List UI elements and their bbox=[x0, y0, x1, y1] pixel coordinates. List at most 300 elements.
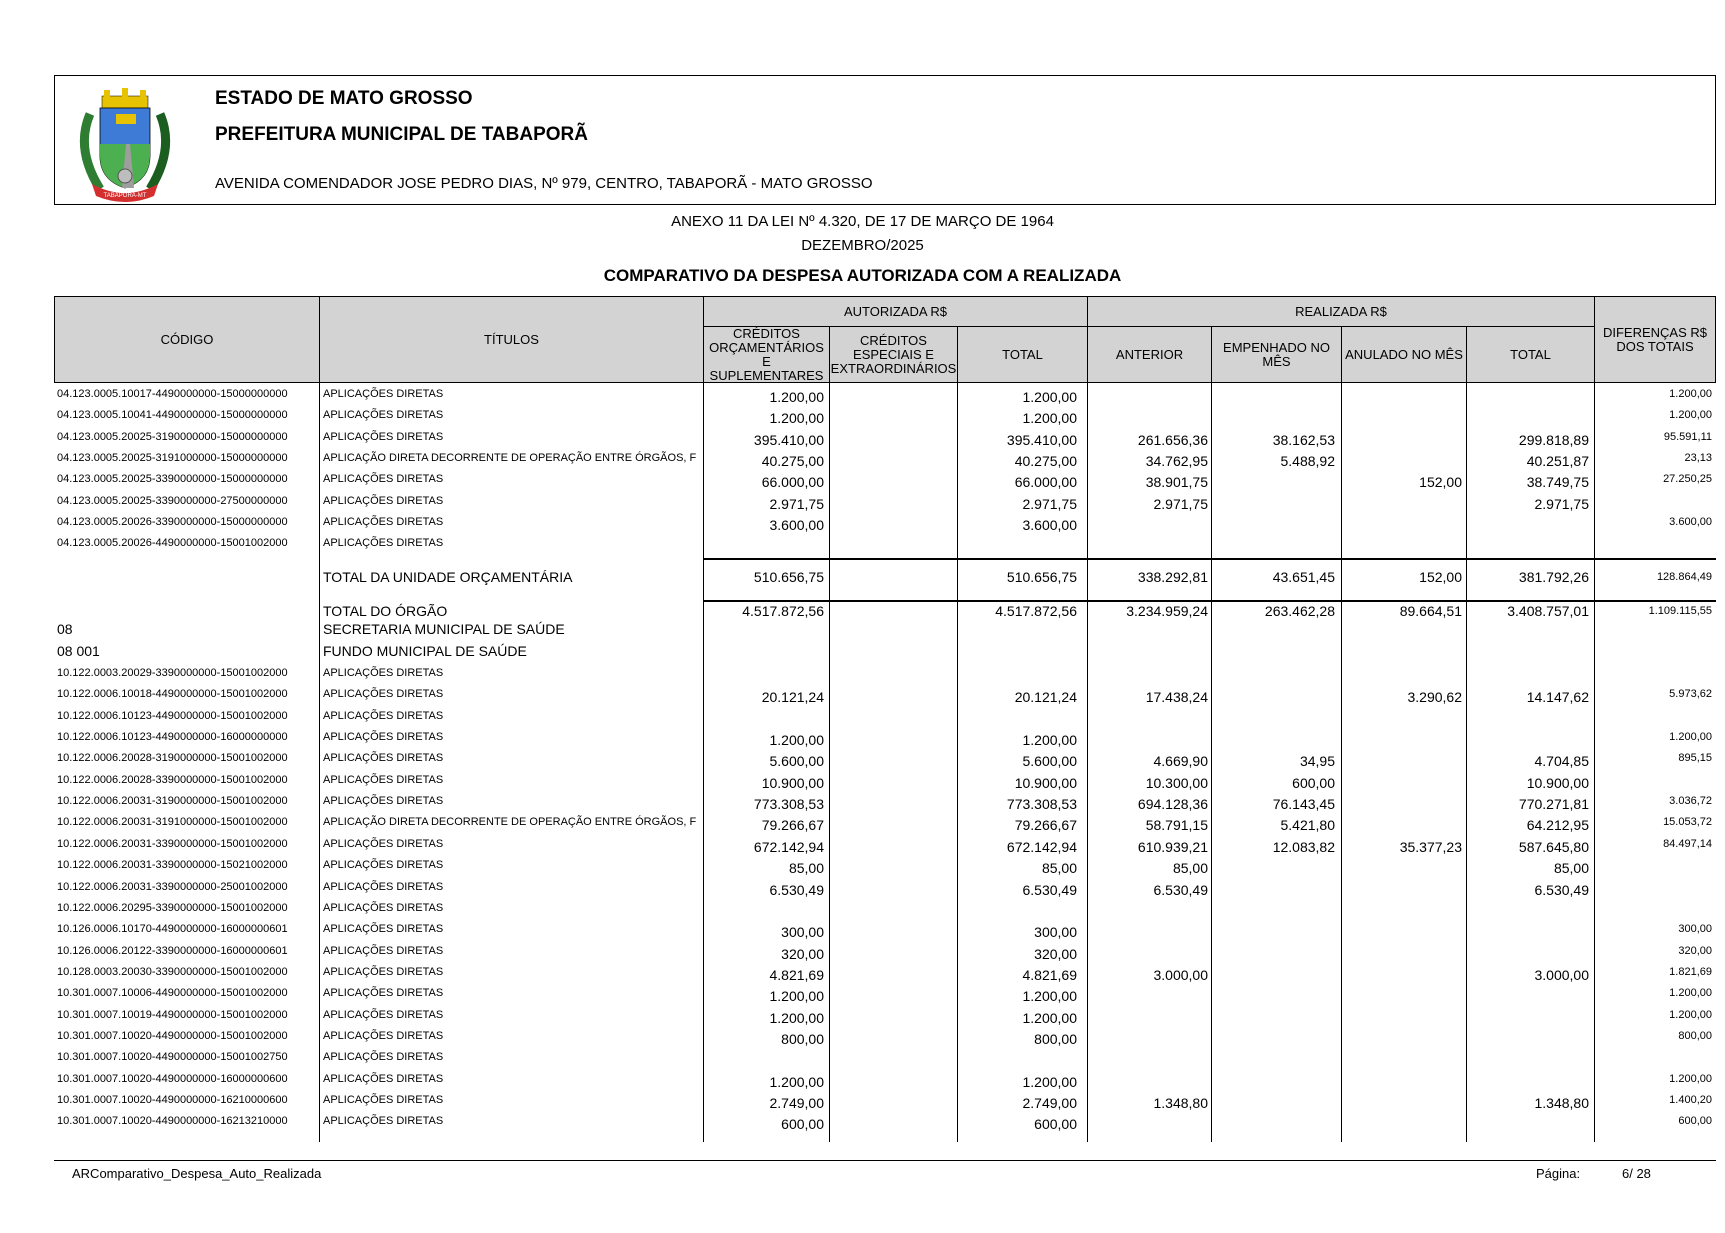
column-divider bbox=[957, 382, 958, 1142]
row-title: APLICAÇÕES DIRETAS bbox=[323, 965, 444, 978]
cell-dif: 1.200,00 bbox=[1669, 388, 1712, 400]
row-code: 04.123.0005.20026-4490000000-15001002000 bbox=[57, 537, 288, 550]
cell-tot: 40.275,00 bbox=[1014, 452, 1077, 469]
row-code: 04.123.0005.20025-3390000000-27500000000 bbox=[57, 494, 288, 507]
cell-ant bbox=[1089, 666, 1208, 686]
cell-tr: 587.645,80 bbox=[1518, 838, 1589, 855]
cell-emp bbox=[1213, 944, 1335, 964]
cell-tot: 85,00 bbox=[1041, 860, 1077, 877]
cell-anu bbox=[1343, 1050, 1462, 1070]
cell-dif: 1.200,00 bbox=[1669, 409, 1712, 422]
cell-emp bbox=[1213, 536, 1335, 556]
total-unit-ant: 338.292,81 bbox=[1137, 569, 1208, 585]
row-title: APLICAÇÕES DIRETAS bbox=[323, 795, 444, 808]
unit-title: FUNDO MUNICIPAL DE SAÚDE bbox=[323, 643, 527, 659]
total-organ-dif: 1.109.115,55 bbox=[1648, 605, 1712, 617]
row-code: 10.126.0006.10170-4490000000-16000000601 bbox=[57, 923, 288, 936]
cell-tr: 6.530,49 bbox=[1534, 881, 1589, 898]
cell-ant bbox=[1089, 922, 1208, 942]
cell-dif: 3.600,00 bbox=[1669, 515, 1712, 528]
row-code: 04.123.0005.20025-3390000000-15000000000 bbox=[57, 473, 288, 486]
col-anulado: ANULADO NO MÊS bbox=[1341, 326, 1467, 383]
column-divider bbox=[1341, 382, 1342, 1142]
cell-tot: 4.821,69 bbox=[1022, 966, 1077, 983]
row-title: APLICAÇÕES DIRETAS bbox=[323, 388, 444, 400]
cell-dif: 5.973,62 bbox=[1669, 688, 1712, 701]
cell-anu bbox=[1343, 1072, 1462, 1092]
cell-orc: 10.900,00 bbox=[761, 774, 824, 791]
cell-anu bbox=[1343, 901, 1462, 921]
cell-anu: 3.290,62 bbox=[1407, 689, 1462, 706]
cell-tr: 770.271,81 bbox=[1518, 796, 1589, 813]
cell-dif: 95.591,11 bbox=[1663, 430, 1712, 443]
row-title: APLICAÇÕES DIRETAS bbox=[323, 494, 444, 507]
cell-emp bbox=[1213, 387, 1335, 407]
cell-ant bbox=[1089, 901, 1208, 921]
cell-tot: 1.200,00 bbox=[1022, 410, 1077, 427]
row-title: APLICAÇÕES DIRETAS bbox=[323, 987, 444, 1000]
org-title: SECRETARIA MUNICIPAL DE SAÚDE bbox=[323, 621, 565, 637]
cell-tot: 6.530,49 bbox=[1022, 881, 1077, 898]
row-title: APLICAÇÕES DIRETAS bbox=[323, 1051, 444, 1064]
cell-orc bbox=[705, 666, 824, 686]
row-title: APLICAÇÕES DIRETAS bbox=[323, 709, 444, 722]
cell-emp bbox=[1213, 472, 1335, 492]
cell-emp bbox=[1213, 965, 1335, 985]
cell-orc: 66.000,00 bbox=[761, 474, 824, 491]
row-code: 10.126.0006.20122-3390000000-16000000601 bbox=[57, 944, 288, 957]
cell-emp: 38.162,53 bbox=[1272, 431, 1335, 448]
total-organ-emp: 263.462,28 bbox=[1264, 603, 1335, 619]
cell-tr bbox=[1468, 709, 1589, 729]
row-code: 10.301.0007.10019-4490000000-15001002000 bbox=[57, 1008, 288, 1021]
cell-anu bbox=[1343, 1114, 1462, 1134]
cell-dif: 1.821,69 bbox=[1669, 965, 1712, 978]
col-total-autorizada: TOTAL bbox=[957, 326, 1088, 383]
cell-ant: 261.656,36 bbox=[1137, 431, 1208, 448]
cell-tot: 773.308,53 bbox=[1006, 796, 1077, 813]
cell-tot: 1.200,00 bbox=[1022, 1009, 1077, 1026]
cell-orc: 773.308,53 bbox=[753, 796, 824, 813]
cell-anu bbox=[1343, 666, 1462, 686]
cell-dif: 84.497,14 bbox=[1663, 837, 1712, 850]
row-code: 04.123.0005.10041-4490000000-15000000000 bbox=[57, 409, 288, 422]
cell-ant bbox=[1089, 986, 1208, 1006]
cell-ant bbox=[1089, 515, 1208, 535]
cell-dif bbox=[1596, 898, 1712, 918]
row-code: 10.122.0006.20028-3190000000-15001002000 bbox=[57, 752, 288, 765]
cell-ant bbox=[1089, 730, 1208, 750]
period: DEZEMBRO/2025 bbox=[801, 237, 924, 254]
cell-orc bbox=[705, 536, 824, 556]
cell-tot: 800,00 bbox=[1034, 1030, 1077, 1047]
row-code: 10.122.0006.10123-4490000000-15001002000 bbox=[57, 709, 288, 722]
row-code: 10.122.0006.20031-3390000000-15021002000 bbox=[57, 859, 288, 872]
cell-ant: 3.000,00 bbox=[1153, 966, 1208, 983]
cell-orc: 300,00 bbox=[781, 924, 824, 941]
cell-anu bbox=[1343, 387, 1462, 407]
cell-orc: 1.200,00 bbox=[769, 1073, 824, 1090]
row-code: 10.301.0007.10020-4490000000-16210000600 bbox=[57, 1094, 288, 1106]
column-divider bbox=[1211, 382, 1212, 1142]
row-title: APLICAÇÕES DIRETAS bbox=[323, 409, 444, 422]
cell-emp bbox=[1213, 986, 1335, 1006]
cell-emp: 12.083,82 bbox=[1272, 838, 1335, 855]
row-title: APLICAÇÕES DIRETAS bbox=[323, 923, 444, 936]
cell-anu bbox=[1343, 1093, 1462, 1113]
footer-rule bbox=[54, 1160, 1716, 1161]
row-code: 10.301.0007.10020-4490000000-16213210000 bbox=[57, 1115, 288, 1128]
cell-tr: 2.971,75 bbox=[1534, 495, 1589, 512]
column-divider bbox=[829, 382, 830, 1142]
row-title: APLICAÇÕES DIRETAS bbox=[323, 731, 444, 744]
cell-tr bbox=[1468, 1114, 1589, 1134]
row-title: APLICAÇÕES DIRETAS bbox=[323, 880, 444, 893]
cell-dif: 1.200,00 bbox=[1669, 987, 1712, 1000]
cell-anu bbox=[1343, 494, 1462, 514]
column-divider bbox=[1594, 382, 1595, 1142]
cell-dif bbox=[1596, 706, 1712, 726]
cell-tot: 1.200,00 bbox=[1022, 988, 1077, 1005]
row-code: 04.123.0005.20025-3190000000-15000000000 bbox=[57, 430, 288, 443]
cell-orc: 20.121,24 bbox=[761, 689, 824, 706]
row-code: 10.301.0007.10020-4490000000-15001002750 bbox=[57, 1051, 288, 1064]
cell-orc: 6.530,49 bbox=[769, 881, 824, 898]
cell-dif: 600,00 bbox=[1678, 1115, 1712, 1128]
cell-tr: 85,00 bbox=[1553, 860, 1589, 877]
cell-ant: 6.530,49 bbox=[1153, 881, 1208, 898]
column-divider bbox=[1087, 382, 1088, 1142]
col-creditos-orcamentarios: CRÉDITOS ORÇAMENTÁRIOS E SUPLEMENTARES bbox=[703, 326, 830, 383]
row-title: APLICAÇÕES DIRETAS bbox=[323, 837, 444, 850]
cell-anu bbox=[1343, 1008, 1462, 1028]
cell-emp: 5.488,92 bbox=[1280, 452, 1335, 469]
cell-tr bbox=[1468, 944, 1589, 964]
cell-dif: 15.053,72 bbox=[1663, 816, 1712, 829]
cell-orc: 800,00 bbox=[781, 1030, 824, 1047]
cell-emp bbox=[1213, 1029, 1335, 1049]
cell-orc: 2.749,00 bbox=[769, 1095, 824, 1111]
cell-emp bbox=[1213, 494, 1335, 514]
cell-orc: 1.200,00 bbox=[769, 732, 824, 749]
row-code: 10.122.0006.20028-3390000000-15001002000 bbox=[57, 773, 288, 786]
cell-emp: 76.143,45 bbox=[1272, 796, 1335, 813]
cell-tot bbox=[959, 709, 1077, 729]
total-rule bbox=[703, 558, 1716, 560]
cell-dif: 1.200,00 bbox=[1669, 1008, 1712, 1021]
col-realizada: REALIZADA R$ bbox=[1087, 296, 1595, 327]
total-organ-orc: 4.517.872,56 bbox=[742, 603, 824, 619]
cell-dif bbox=[1596, 663, 1712, 683]
cell-emp bbox=[1213, 1114, 1335, 1134]
cell-tot bbox=[959, 666, 1077, 686]
cell-tot: 672.142,94 bbox=[1006, 838, 1077, 855]
cell-tr: 4.704,85 bbox=[1534, 753, 1589, 770]
cell-emp: 600,00 bbox=[1292, 774, 1335, 791]
cell-orc: 2.971,75 bbox=[769, 495, 824, 512]
report-title: COMPARATIVO DA DESPESA AUTORIZADA COM A REALIZADA bbox=[603, 266, 1122, 285]
total-unit-tr: 381.792,26 bbox=[1518, 569, 1589, 585]
cell-ant: 694.128,36 bbox=[1137, 796, 1208, 813]
row-title: APLICAÇÃO DIRETA DECORRENTE DE OPERAÇÃO ENTRE ÓRGÃOS, F bbox=[323, 816, 697, 829]
cell-dif: 1.400,20 bbox=[1669, 1094, 1712, 1106]
cell-tot bbox=[959, 536, 1077, 556]
col-autorizada: AUTORIZADA R$ bbox=[703, 296, 1088, 327]
cell-dif bbox=[1596, 877, 1712, 897]
cell-emp bbox=[1213, 1072, 1335, 1092]
cell-ant bbox=[1089, 1050, 1208, 1070]
cell-tr: 299.818,89 bbox=[1518, 431, 1589, 448]
cell-dif: 895,15 bbox=[1678, 752, 1712, 765]
cell-ant bbox=[1089, 944, 1208, 964]
row-code: 10.122.0006.10123-4490000000-16000000000 bbox=[57, 731, 288, 744]
total-unit-dif: 128.864,49 bbox=[1656, 571, 1712, 583]
cell-emp bbox=[1213, 515, 1335, 535]
row-title: APLICAÇÕES DIRETAS bbox=[323, 667, 444, 679]
cell-emp bbox=[1213, 408, 1335, 428]
col-diferencas: DIFERENÇAS R$ DOS TOTAIS bbox=[1594, 296, 1716, 383]
cell-dif bbox=[1596, 533, 1712, 553]
row-code: 04.123.0005.20025-3191000000-15000000000 bbox=[57, 451, 288, 464]
row-code: 10.122.0006.20031-3190000000-15001002000 bbox=[57, 795, 288, 808]
row-title: APLICAÇÕES DIRETAS bbox=[323, 430, 444, 443]
cell-ant: 2.971,75 bbox=[1153, 495, 1208, 512]
total-unit-anu: 152,00 bbox=[1419, 569, 1462, 585]
cell-ant: 17.438,24 bbox=[1145, 689, 1208, 706]
cell-anu bbox=[1343, 709, 1462, 729]
total-organ-anu: 89.664,51 bbox=[1399, 603, 1462, 619]
col-empenhado: EMPENHADO NO MÊS bbox=[1211, 326, 1342, 383]
cell-tr: 1.348,80 bbox=[1534, 1095, 1589, 1111]
cell-anu bbox=[1343, 794, 1462, 814]
row-title: APLICAÇÕES DIRETAS bbox=[323, 515, 444, 528]
column-divider bbox=[1466, 382, 1467, 1142]
cell-emp bbox=[1213, 1050, 1335, 1070]
cell-orc: 5.600,00 bbox=[769, 753, 824, 770]
row-title: APLICAÇÕES DIRETAS bbox=[323, 1115, 444, 1128]
row-title: APLICAÇÕES DIRETAS bbox=[323, 473, 444, 486]
cell-ant: 10.300,00 bbox=[1145, 774, 1208, 791]
cell-ant bbox=[1089, 709, 1208, 729]
total-unit-tot: 510.656,75 bbox=[1006, 569, 1077, 585]
cell-ant bbox=[1089, 1072, 1208, 1092]
col-creditos-especiais: CRÉDITOS ESPECIAIS E EXTRAORDINÁRIOS bbox=[829, 326, 958, 383]
cell-tot: 10.900,00 bbox=[1014, 774, 1077, 791]
cell-tr: 38.749,75 bbox=[1526, 474, 1589, 491]
row-title: APLICAÇÃO DIRETA DECORRENTE DE OPERAÇÃO ENTRE ÓRGÃOS, F bbox=[323, 451, 697, 464]
cell-anu bbox=[1343, 944, 1462, 964]
cell-tr bbox=[1468, 515, 1589, 535]
cell-orc bbox=[705, 901, 824, 921]
cell-tot: 20.121,24 bbox=[1014, 689, 1077, 706]
cell-orc: 1.200,00 bbox=[769, 1009, 824, 1026]
cell-emp bbox=[1213, 880, 1335, 900]
cell-dif: 27.250,25 bbox=[1663, 473, 1712, 486]
cell-tr: 64.212,95 bbox=[1526, 817, 1589, 834]
cell-ant bbox=[1089, 536, 1208, 556]
cell-ant: 38.901,75 bbox=[1145, 474, 1208, 491]
cell-dif bbox=[1596, 770, 1712, 790]
total-organ-label: TOTAL DO ÓRGÃO bbox=[323, 603, 448, 619]
cell-tr bbox=[1468, 730, 1589, 750]
total-organ-ant: 3.234.959,24 bbox=[1126, 603, 1208, 619]
cell-dif: 300,00 bbox=[1678, 923, 1712, 936]
cell-tot: 1.200,00 bbox=[1022, 1073, 1077, 1090]
cell-tot: 320,00 bbox=[1034, 945, 1077, 962]
footer-report-name: ARComparativo_Despesa_Auto_Realizada bbox=[72, 1166, 322, 1181]
total-organ-tr: 3.408.757,01 bbox=[1507, 603, 1589, 619]
annex-title: ANEXO 11 DA LEI Nº 4.320, DE 17 DE MARÇO DE 1964 bbox=[671, 213, 1054, 230]
unit-code: 08 001 bbox=[57, 643, 100, 659]
cell-orc: 395.410,00 bbox=[753, 431, 824, 448]
cell-ant bbox=[1089, 387, 1208, 407]
cell-tot bbox=[959, 1050, 1077, 1070]
cell-emp bbox=[1213, 730, 1335, 750]
col-total-realizada: TOTAL bbox=[1466, 326, 1595, 383]
cell-anu bbox=[1343, 751, 1462, 771]
cell-anu bbox=[1343, 922, 1462, 942]
column-divider bbox=[319, 382, 320, 1142]
cell-tot: 2.749,00 bbox=[1022, 1095, 1077, 1111]
cell-ant: 58.791,15 bbox=[1145, 817, 1208, 834]
column-divider bbox=[703, 382, 704, 1142]
cell-dif bbox=[1596, 491, 1712, 511]
cell-tr bbox=[1468, 1050, 1589, 1070]
cell-tr: 10.900,00 bbox=[1526, 774, 1589, 791]
cell-ant: 4.669,90 bbox=[1153, 753, 1208, 770]
cell-ant: 85,00 bbox=[1172, 860, 1208, 877]
cell-orc: 600,00 bbox=[781, 1116, 824, 1133]
cell-anu bbox=[1343, 858, 1462, 878]
total-unit-emp: 43.651,45 bbox=[1272, 569, 1335, 585]
cell-tr bbox=[1468, 922, 1589, 942]
total-organ-tot: 4.517.872,56 bbox=[995, 603, 1077, 619]
col-titulos: TÍTULOS bbox=[319, 296, 704, 383]
cell-orc: 4.821,69 bbox=[769, 966, 824, 983]
total-unit-label: TOTAL DA UNIDADE ORÇAMENTÁRIA bbox=[323, 569, 573, 585]
cell-emp: 5.421,80 bbox=[1280, 817, 1335, 834]
cell-orc bbox=[705, 709, 824, 729]
cell-emp: 34,95 bbox=[1299, 753, 1335, 770]
row-title: APLICAÇÕES DIRETAS bbox=[323, 688, 444, 701]
cell-orc: 85,00 bbox=[788, 860, 824, 877]
row-code: 04.123.0005.20026-3390000000-15000000000 bbox=[57, 515, 288, 528]
row-code: 10.122.0006.20031-3390000000-25001002000 bbox=[57, 880, 288, 893]
prefecture-name: PREFEITURA MUNICIPAL DE TABAPORÃ bbox=[215, 124, 588, 145]
cell-emp bbox=[1213, 1008, 1335, 1028]
row-code: 10.122.0006.20031-3390000000-15001002000 bbox=[57, 837, 288, 850]
row-code: 10.122.0003.20029-3390000000-15001002000 bbox=[57, 667, 288, 679]
cell-orc: 1.200,00 bbox=[769, 988, 824, 1005]
total-unit-orc: 510.656,75 bbox=[753, 569, 824, 585]
cell-emp bbox=[1213, 922, 1335, 942]
cell-dif: 1.200,00 bbox=[1669, 1072, 1712, 1085]
cell-dif: 3.036,72 bbox=[1669, 795, 1712, 808]
cell-dif: 320,00 bbox=[1678, 944, 1712, 957]
cell-tr: 3.000,00 bbox=[1534, 966, 1589, 983]
cell-dif: 1.200,00 bbox=[1669, 731, 1712, 744]
municipal-coat-of-arms-icon bbox=[70, 84, 180, 204]
cell-tr bbox=[1468, 1008, 1589, 1028]
cell-anu bbox=[1343, 408, 1462, 428]
address: AVENIDA COMENDADOR JOSE PEDRO DIAS, Nº 979, CENTRO, TABAPORÃ - MATO GROSSO bbox=[215, 175, 873, 192]
cell-anu bbox=[1343, 965, 1462, 985]
cell-anu: 152,00 bbox=[1419, 474, 1462, 491]
row-title: APLICAÇÕES DIRETAS bbox=[323, 901, 444, 914]
cell-tr bbox=[1468, 986, 1589, 1006]
cell-tot: 1.200,00 bbox=[1022, 732, 1077, 749]
cell-ant: 610.939,21 bbox=[1137, 838, 1208, 855]
cell-tot: 5.600,00 bbox=[1022, 753, 1077, 770]
footer-page-label: Página: bbox=[1536, 1166, 1581, 1181]
svg-text:TABAPORÃ-MT: TABAPORÃ-MT bbox=[103, 193, 147, 199]
row-title: APLICAÇÕES DIRETAS bbox=[323, 1008, 444, 1021]
cell-tr: 40.251,87 bbox=[1526, 452, 1589, 469]
cell-tr bbox=[1468, 901, 1589, 921]
cell-ant bbox=[1089, 1008, 1208, 1028]
col-anterior: ANTERIOR bbox=[1087, 326, 1212, 383]
cell-dif bbox=[1596, 1047, 1712, 1067]
cell-anu bbox=[1343, 730, 1462, 750]
cell-anu bbox=[1343, 430, 1462, 450]
cell-tot: 79.266,67 bbox=[1014, 817, 1077, 834]
cell-orc: 3.600,00 bbox=[769, 516, 824, 533]
cell-tr: 14.147,62 bbox=[1526, 689, 1589, 706]
footer-page-number: 6/ 28 bbox=[1622, 1166, 1651, 1181]
cell-tr bbox=[1468, 387, 1589, 407]
row-code: 10.301.0007.10020-4490000000-16000000600 bbox=[57, 1072, 288, 1085]
cell-tot bbox=[959, 901, 1077, 921]
cell-orc: 40.275,00 bbox=[761, 452, 824, 469]
row-title: APLICAÇÕES DIRETAS bbox=[323, 1029, 444, 1042]
row-title: APLICAÇÕES DIRETAS bbox=[323, 773, 444, 786]
row-code: 04.123.0005.10017-4490000000-15000000000 bbox=[57, 388, 288, 400]
cell-tot: 66.000,00 bbox=[1014, 474, 1077, 491]
row-title: APLICAÇÕES DIRETAS bbox=[323, 1072, 444, 1085]
cell-dif: 23,13 bbox=[1684, 451, 1712, 464]
cell-anu bbox=[1343, 515, 1462, 535]
state-name: ESTADO DE MATO GROSSO bbox=[215, 88, 473, 109]
cell-anu bbox=[1343, 536, 1462, 556]
cell-anu bbox=[1343, 815, 1462, 835]
row-code: 10.301.0007.10006-4490000000-15001002000 bbox=[57, 987, 288, 1000]
cell-anu bbox=[1343, 1029, 1462, 1049]
cell-emp bbox=[1213, 901, 1335, 921]
row-code: 10.122.0006.20031-3191000000-15001002000 bbox=[57, 816, 288, 829]
cell-emp bbox=[1213, 709, 1335, 729]
cell-emp bbox=[1213, 687, 1335, 707]
cell-ant bbox=[1089, 408, 1208, 428]
cell-tr bbox=[1468, 1072, 1589, 1092]
row-title: APLICAÇÕES DIRETAS bbox=[323, 537, 444, 550]
cell-orc bbox=[705, 1050, 824, 1070]
cell-orc: 79.266,67 bbox=[761, 817, 824, 834]
row-title: APLICAÇÕES DIRETAS bbox=[323, 752, 444, 765]
cell-anu bbox=[1343, 986, 1462, 1006]
cell-orc: 320,00 bbox=[781, 945, 824, 962]
cell-emp bbox=[1213, 666, 1335, 686]
cell-tot: 3.600,00 bbox=[1022, 516, 1077, 533]
cell-dif: 800,00 bbox=[1678, 1029, 1712, 1042]
row-title: APLICAÇÕES DIRETAS bbox=[323, 859, 444, 872]
row-title: APLICAÇÕES DIRETAS bbox=[323, 944, 444, 957]
row-code: 10.128.0003.20030-3390000000-15001002000 bbox=[57, 965, 288, 978]
row-code: 10.122.0006.20295-3390000000-15001002000 bbox=[57, 901, 288, 914]
cell-anu: 35.377,23 bbox=[1399, 838, 1462, 855]
cell-tr bbox=[1468, 408, 1589, 428]
cell-orc: 672.142,94 bbox=[753, 838, 824, 855]
cell-tot: 600,00 bbox=[1034, 1116, 1077, 1133]
